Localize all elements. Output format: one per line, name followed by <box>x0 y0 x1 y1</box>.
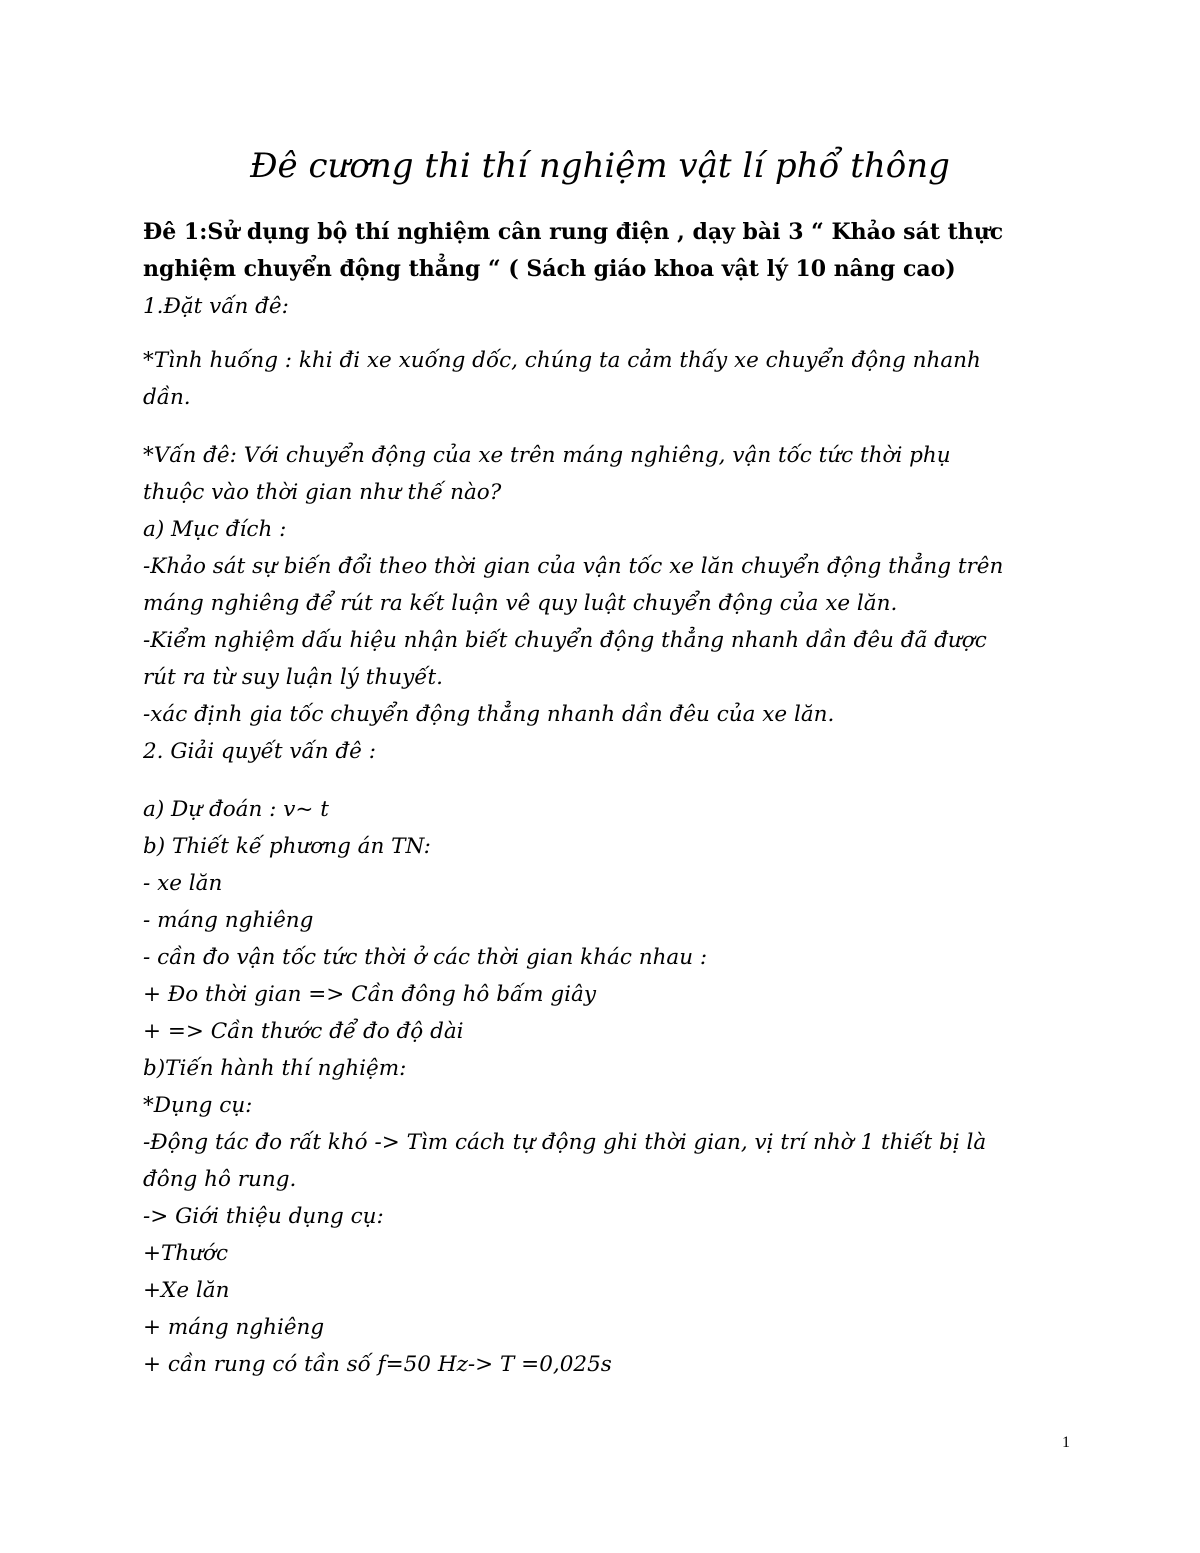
situation-text-line-2: dần. <box>143 385 191 410</box>
design-item-velocity: - cần đo vận tốc tức thời ở các thời gian khác nhau : <box>143 945 708 970</box>
design-heading: b) Thiết kế phương án TN: <box>143 834 431 859</box>
problem-text-line-1: *Vấn đê: Với chuyển động của xe trên máng nghiêng, vận tốc tức thời phụ <box>143 443 951 468</box>
exam-question-heading-line-2: nghiệm chuyển động thẳng “ ( Sách giáo khoa vật lý 10 nâng cao) <box>143 256 956 282</box>
design-item-cart: - xe lăn <box>143 871 223 896</box>
procedure-heading: b)Tiến hành thí nghiệm: <box>143 1056 407 1081</box>
equipment-note-line-1: -Động tác đo rất khó -> Tìm cách tự động ghi thời gian, vị trí nhờ 1 thiết bị là <box>143 1130 987 1155</box>
situation-text-line-1: *Tình huống : khi đi xe xuống dốc, chúng ta cảm thấy xe chuyển động nhanh <box>143 348 981 373</box>
purpose-item-1-line-2: máng nghiêng để rút ra kết luận vê quy luật chuyển động của xe lăn. <box>143 591 898 616</box>
equipment-item-cart: +Xe lăn <box>143 1278 230 1303</box>
design-item-ruler: + => Cần thước để đo độ dài <box>143 1019 464 1044</box>
page-number: 1 <box>1062 1434 1070 1451</box>
purpose-item-1-line-1: -Khảo sát sự biến đổi theo thời gian của vận tốc xe lăn chuyển động thẳng trên <box>143 554 1004 579</box>
section-problem-statement: 1.Đặt vấn đê: <box>143 294 289 319</box>
design-item-timer: + Đo thời gian => Cần đông hô bấm giây <box>143 982 596 1007</box>
equipment-item-vibrator: + cần rung có tần số f=50 Hz-> T =0,025s <box>143 1352 612 1377</box>
purpose-item-2-line-1: -Kiểm nghiệm dấu hiệu nhận biết chuyển động thẳng nhanh dần đêu đã được <box>143 628 987 653</box>
purpose-heading: a) Mục đích : <box>143 517 287 542</box>
section-solve-problem: 2. Giải quyết vấn đê : <box>143 739 376 764</box>
equipment-item-ruler: +Thước <box>143 1241 229 1266</box>
document-title: Đê cương thi thí nghiệm vật lí phổ thông <box>250 146 950 186</box>
design-item-ramp: - máng nghiêng <box>143 908 314 933</box>
equipment-note-line-2: đông hô rung. <box>143 1167 297 1192</box>
equipment-heading: *Dụng cụ: <box>143 1093 253 1118</box>
equipment-item-ramp: + máng nghiêng <box>143 1315 325 1340</box>
prediction: a) Dự đoán : v~ t <box>143 797 329 822</box>
document-body <box>143 214 1063 1383</box>
purpose-item-3: -xác định gia tốc chuyển động thẳng nhanh dần đêu của xe lăn. <box>143 702 835 727</box>
problem-text-line-2: thuộc vào thời gian như thế nào? <box>143 480 502 505</box>
purpose-item-2-line-2: rút ra từ suy luận lý thuyết. <box>143 665 443 690</box>
equipment-intro: -> Giới thiệu dụng cụ: <box>143 1204 384 1229</box>
exam-question-heading-line-1: Đê 1:Sử dụng bộ thí nghiệm cân rung điện , dạy bài 3 “ Khảo sát thực <box>143 219 1004 245</box>
